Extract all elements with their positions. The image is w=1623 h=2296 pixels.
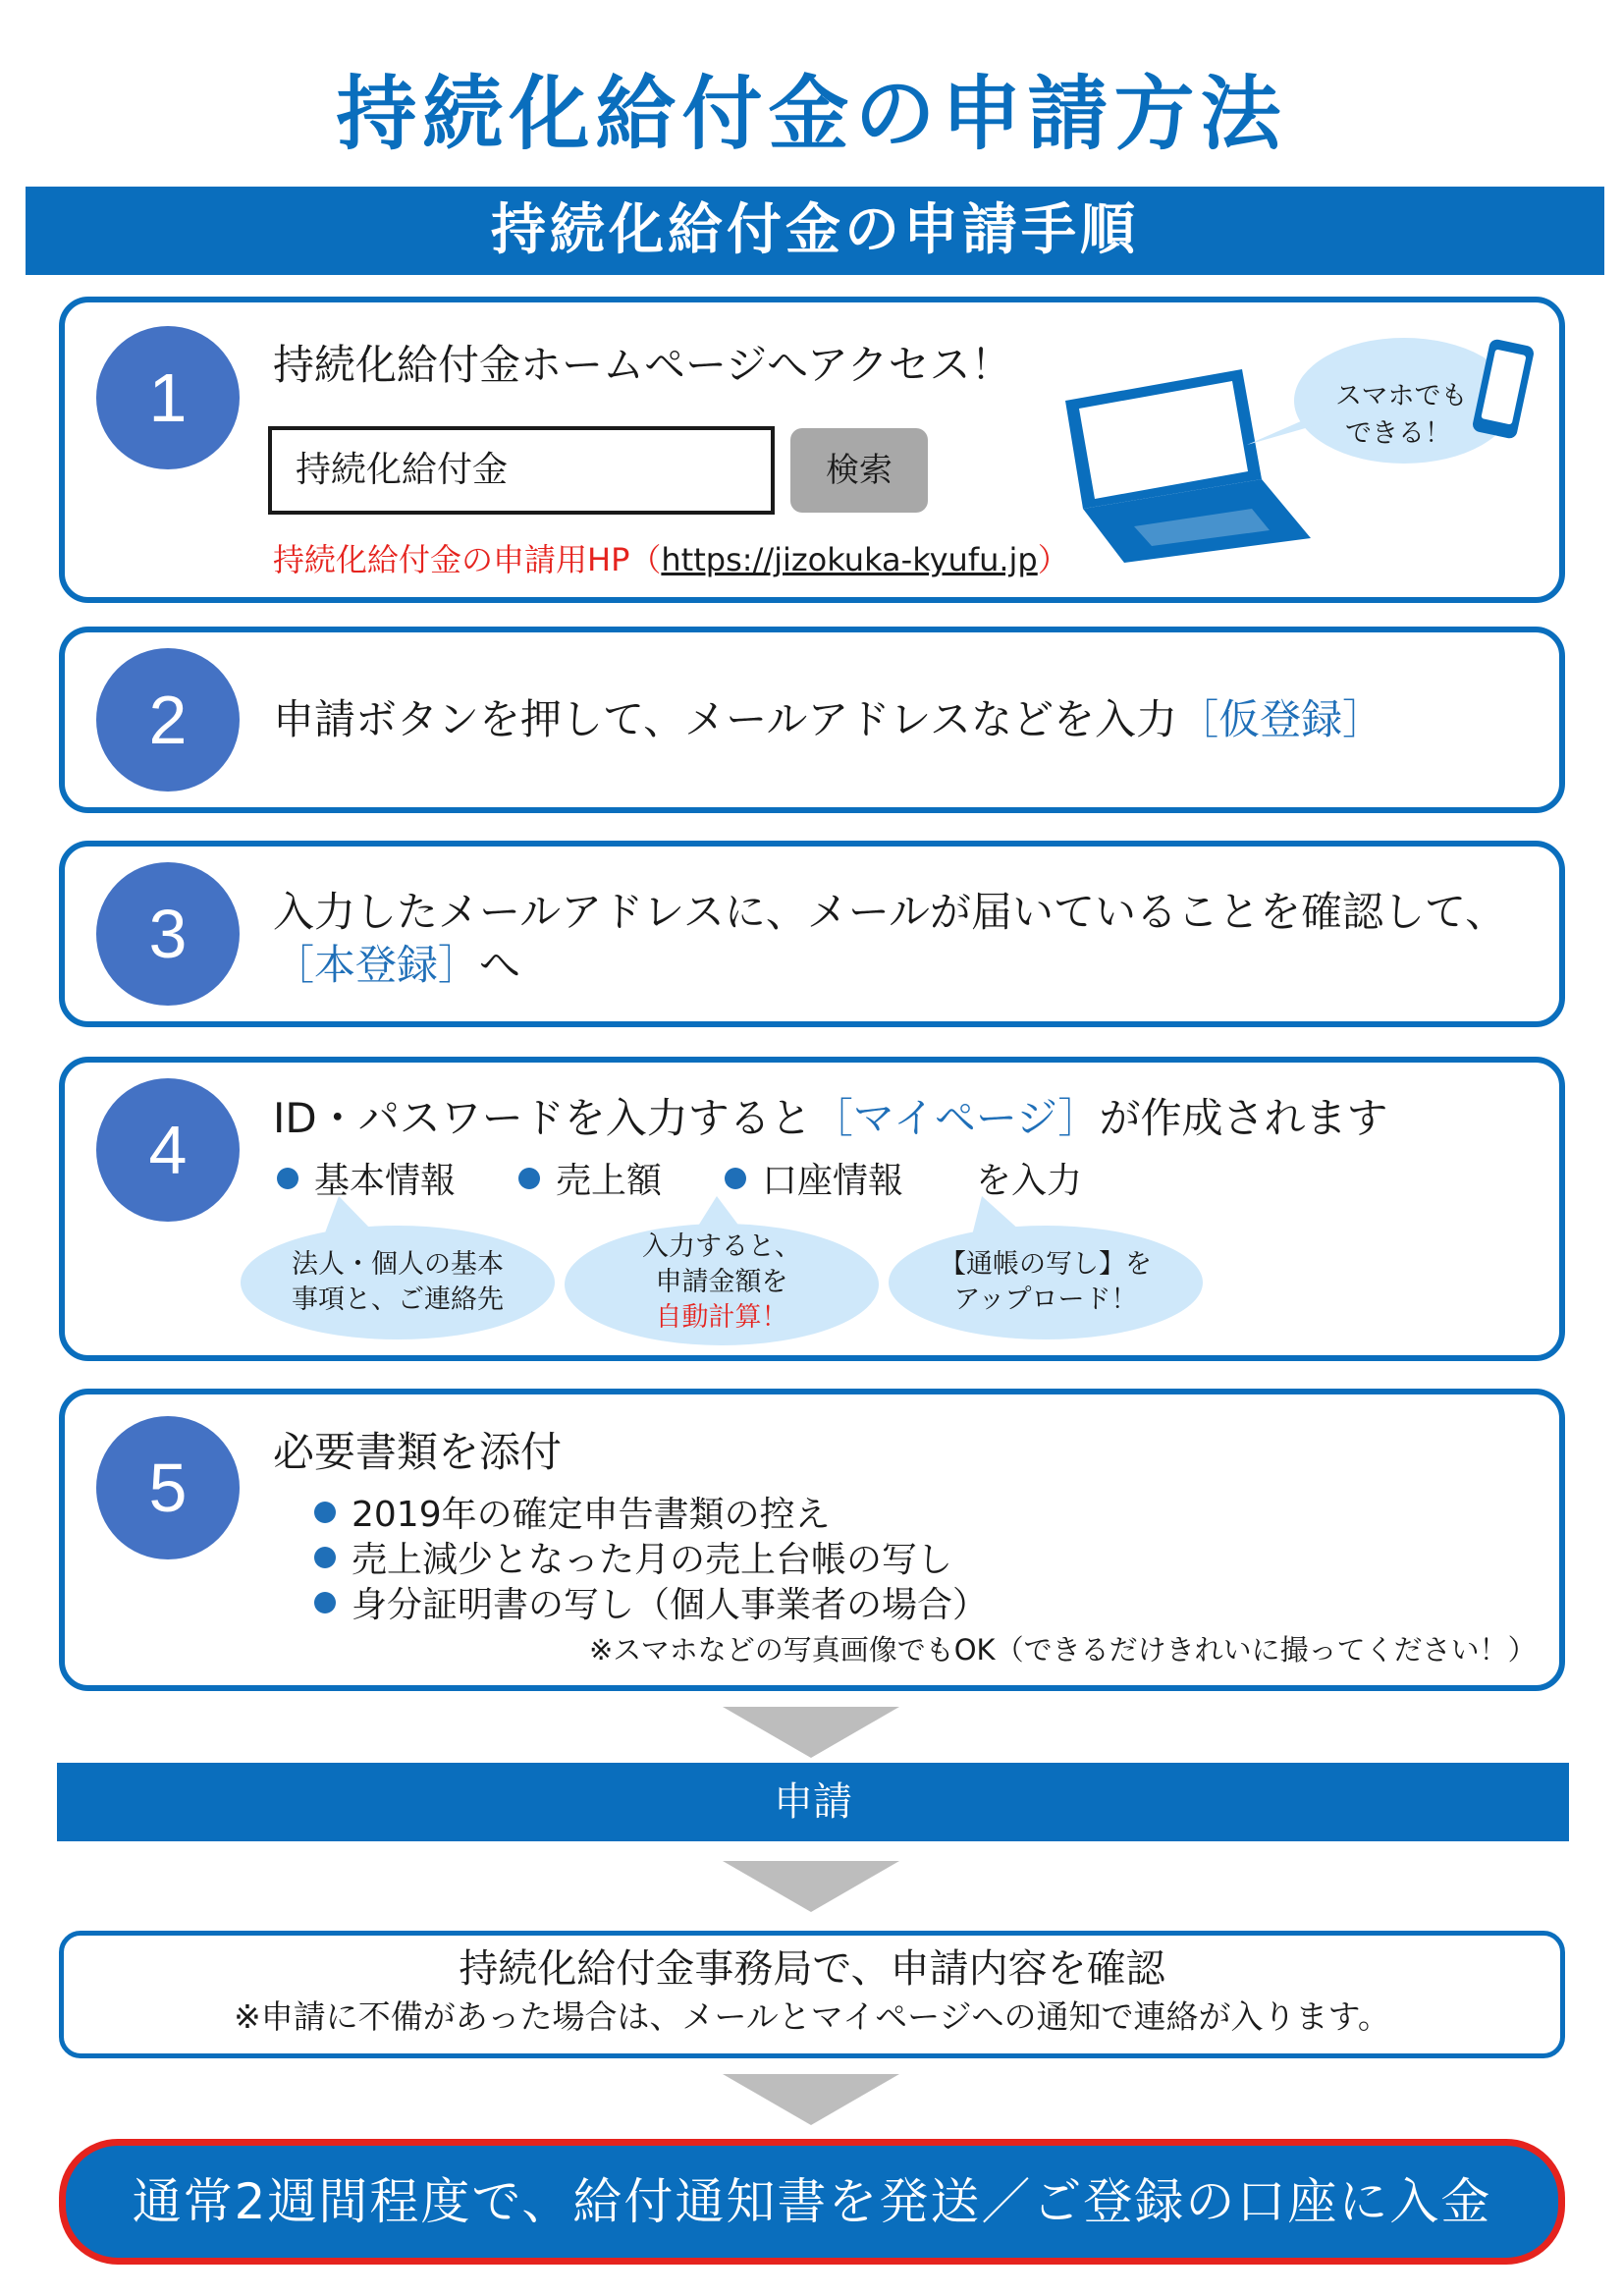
item-label: 売上減少となった月の売上台帳の写し <box>352 1540 953 1580</box>
bullet-dot-icon <box>314 1592 336 1613</box>
bullet-dot-icon <box>314 1547 336 1568</box>
step-5-item <box>314 1583 988 1628</box>
bubble-line: 【通帳の写し】を <box>940 1249 1152 1280</box>
bubble-1-text <box>265 1247 530 1318</box>
step-4-suffix: が作成されます <box>1099 1094 1388 1142</box>
search-input[interactable]: 持続化給付金 <box>268 426 775 515</box>
step-3-number: 3 <box>96 862 240 1006</box>
item-label: 口座情報 <box>762 1161 904 1201</box>
hp-label: 持続化給付金の申請用HP <box>273 541 630 578</box>
step-2-text <box>273 693 1383 746</box>
section-header-bar: 持続化給付金の申請手順 <box>26 187 1604 275</box>
step-3-suffix: へ <box>479 941 521 989</box>
step-2-number: 2 <box>96 648 240 792</box>
hp-paren-open: （ <box>629 541 662 578</box>
bullet-dot-icon <box>314 1502 336 1523</box>
step-4-prefix: ID・パスワードを入力すると <box>273 1094 812 1142</box>
bubble-line: 申請金額を <box>655 1267 788 1297</box>
step-4-highlight: ［マイページ］ <box>811 1094 1100 1142</box>
step-4-number: 4 <box>96 1078 240 1222</box>
step-1-number: 1 <box>96 326 240 469</box>
step-3-line1: 入力したメールアドレスに、メールが届いていることを確認して、 <box>273 888 1507 936</box>
step-5-item <box>314 1538 952 1583</box>
bubble-3-text <box>913 1247 1178 1318</box>
item-label: 基本情報 <box>314 1161 457 1201</box>
bullet-dot-icon <box>725 1168 746 1189</box>
step-3-line2 <box>273 939 1506 992</box>
step-1-heading: 持続化給付金ホームページへアクセス！ <box>273 341 1012 389</box>
page-title: 持続化給付金の申請方法 <box>336 68 1287 161</box>
step-2-main: 申請ボタンを押して、メールアドレスなどを入力 <box>273 695 1178 743</box>
hp-paren-close: ） <box>1037 541 1069 578</box>
smartphone-icon <box>1469 338 1538 442</box>
apply-bar: 申請 <box>57 1763 1569 1841</box>
down-arrow-icon <box>723 1861 899 1912</box>
bubble-line: 法人・個人の基本 <box>292 1249 504 1280</box>
step-5-number: 5 <box>96 1416 240 1559</box>
step-4-text <box>273 1092 1388 1145</box>
bullet-dot-icon <box>277 1168 298 1189</box>
bubble-line: できる！ <box>1345 418 1451 449</box>
down-arrow-icon <box>723 1707 899 1758</box>
hp-link-line <box>273 538 1069 581</box>
confirm-line1: 持続化給付金事務局で、申請内容を確認 <box>459 1946 1165 1992</box>
step-2-highlight: ［仮登録］ <box>1177 695 1384 743</box>
step-5-note: ※スマホなどの写真画像でもOK（できるだけきれいに撮ってください！） <box>589 1633 1537 1667</box>
step-3-text <box>273 886 1506 992</box>
down-arrow-icon <box>723 2074 899 2125</box>
bullet-dot-icon <box>518 1168 540 1189</box>
bubble-smartphone-text <box>1335 378 1483 453</box>
item-label: 2019年の確定申告書類の控え <box>352 1495 831 1535</box>
bubble-line: スマホでも <box>1335 381 1468 411</box>
bubble-line: 事項と、ご連絡先 <box>292 1285 504 1315</box>
item-label: 身分証明書の写し（個人事業者の場合） <box>352 1585 989 1625</box>
confirm-box <box>59 1931 1565 2058</box>
bubble-line-red: 自動計算！ <box>655 1302 788 1333</box>
step-3-highlight: ［本登録］ <box>273 941 480 989</box>
bubble-2-text <box>589 1230 854 1336</box>
hp-url-link[interactable]: https://jizokuka-kyufu.jp <box>661 541 1038 578</box>
confirm-line2: ※申請に不備があった場合は、メールとマイページへの通知で連絡が入ります。 <box>234 1997 1390 2036</box>
step-5-item <box>314 1493 831 1538</box>
final-result-banner: 通常2週間程度で、給付通知書を発送／ご登録の口座に入金 <box>59 2139 1565 2265</box>
item-label: 売上額 <box>556 1161 663 1201</box>
bubble-line: 入力すると、 <box>642 1231 801 1262</box>
search-button[interactable]: 検索 <box>790 428 928 513</box>
bubble-line: アップロード！ <box>953 1285 1138 1315</box>
step-4-items-suffix: を入力 <box>976 1161 1083 1201</box>
step-5-heading: 必要書類を添付 <box>273 1428 563 1476</box>
